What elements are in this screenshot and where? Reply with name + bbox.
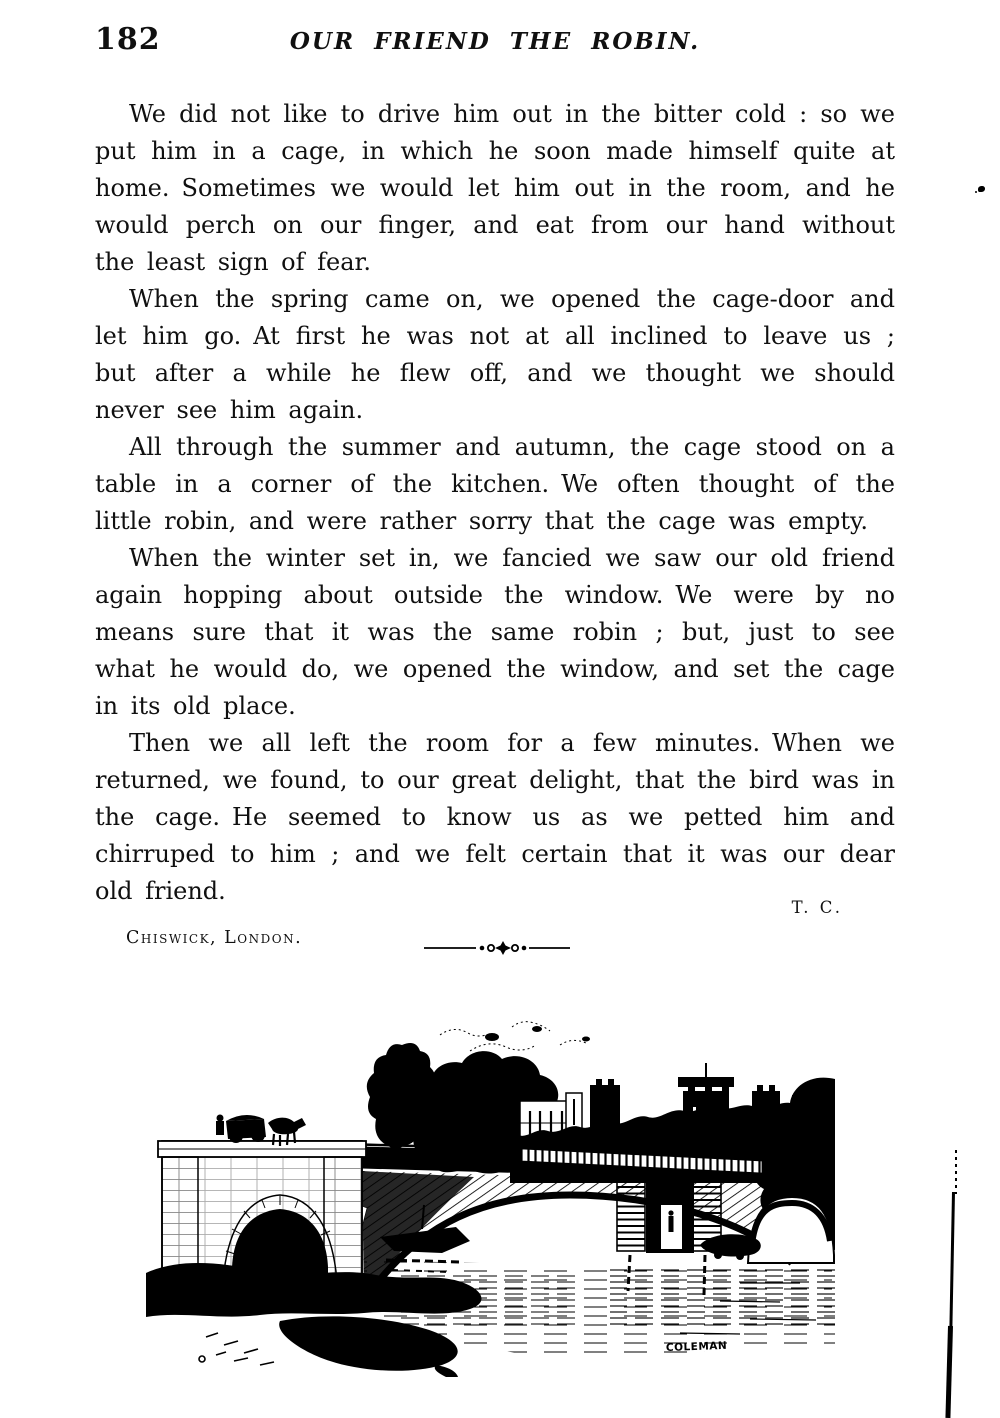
scan-edge-dots <box>955 1150 957 1194</box>
page-header <box>95 20 895 64</box>
page-number: 182 <box>95 22 161 57</box>
ink-speck-small <box>975 191 977 193</box>
author-initials: T. C. <box>791 898 843 917</box>
sky-scribbles <box>440 1022 586 1051</box>
paragraph-1: We did not like to drive him out in the bitter cold : so we put him in a cage, in which he soon made himself quite at home. Sometimes we would let him out in the room, and he would perch on our finger, and eat from our hand without the least sign of fear. <box>95 100 895 276</box>
body-text <box>95 96 895 910</box>
imprint-line: Chiswick, London. <box>126 928 303 948</box>
scan-edge-line-thick <box>945 1326 953 1418</box>
artist-signature: COLEMAN <box>665 1339 728 1354</box>
running-title: OUR FRIEND THE ROBIN. <box>289 28 701 55</box>
scan-edge-line <box>949 1192 955 1330</box>
divider-ornament-icon <box>424 940 570 956</box>
paragraph-2: When the spring came on, we opened the cage-door and let him go. At first he was not at all inclined to leave us ; but after a while he flew off, and we thought we should never see him again. <box>95 285 895 424</box>
paragraph-5: Then we all left the room for a few minutes. When we returned, we found, to our great delight, that the bird was in the cage. He seemed to know us as we petted him and chirruped to him ; and we felt certain that it was our dear old friend. <box>95 729 895 905</box>
bridge-engraving <box>140 1015 835 1380</box>
paragraph-4: When the winter set in, we fancied we saw our old friend again hopping about outside the window. We were by no means sure that it was the same robin ; but, just to see what he would do, we opened the window, and set the cage in its old place. <box>95 544 895 720</box>
sky-blots <box>485 1026 590 1042</box>
ink-speck <box>978 186 985 192</box>
paragraph-3: All through the summer and autumn, the cage stood on a table in a corner of the kitchen. We often thought of the little robin, and were rather sorry that the cage was empty. <box>95 433 895 535</box>
